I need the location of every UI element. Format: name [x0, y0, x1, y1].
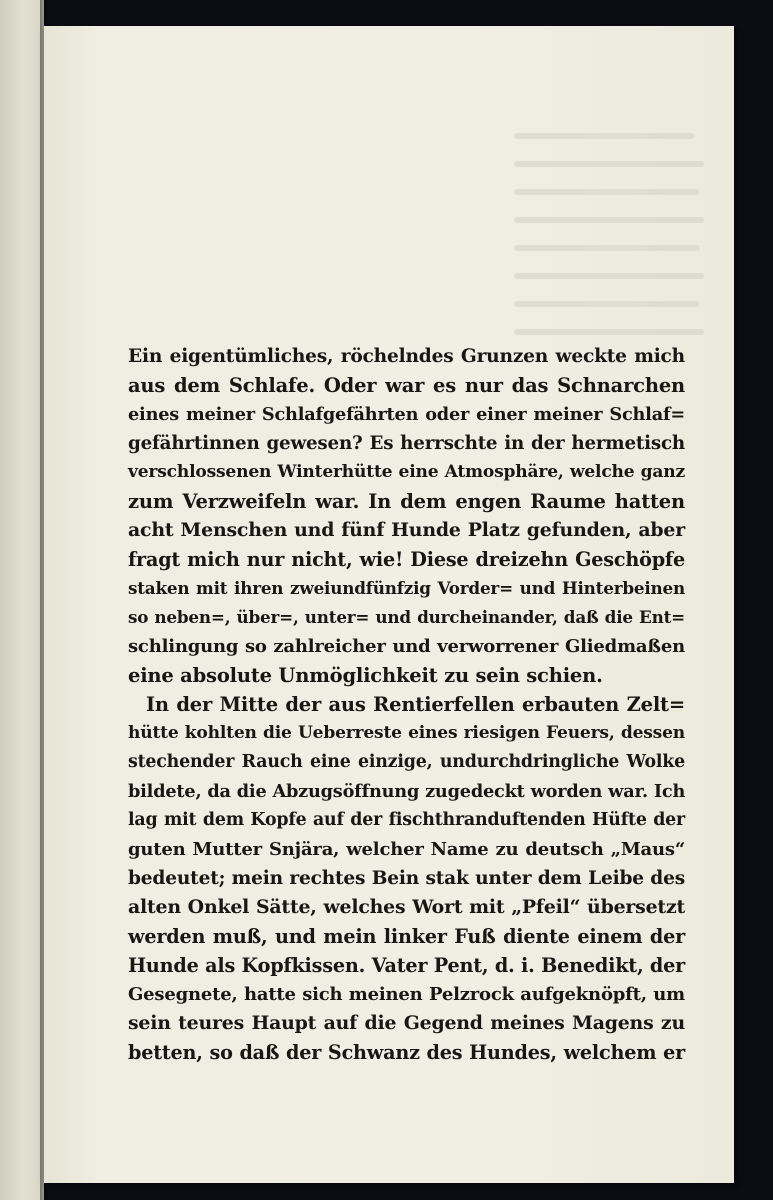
text-line: staken mit ihren zweiundfünfzig Vorder= und Hinterbeinen [128, 578, 685, 598]
text-line: eine absolute Unmöglichkeit zu sein schien. [128, 664, 603, 687]
text-line: so neben=, über=, unter= und durcheinander, daß die Ent= [128, 607, 685, 627]
text-line: aus dem Schlafe. Oder war es nur das Schnarchen [128, 374, 685, 397]
text-line: betten, so daß der Schwanz des Hundes, welchem er [128, 1041, 685, 1064]
text-line: gefährtinnen gewesen? Es herrschte in der hermetisch [128, 433, 685, 454]
text-line: sein teures Haupt auf die Gegend meines Magens zu [128, 1012, 685, 1034]
body-text [128, 342, 685, 1067]
text-line: lag mit dem Kopfe auf der fischthranduftenden Hüfte der [128, 810, 685, 830]
text-line: verschlossenen Winterhütte eine Atmosphäre, welche ganz [128, 462, 685, 482]
text-line: Ein eigentümliches, röchelndes Grunzen weckte mich [128, 346, 685, 367]
text-line: guten Mutter Snjära, welcher Name zu deutsch „Maus“ [128, 839, 685, 860]
text-line: acht Menschen und fünf Hunde Platz gefunden, aber [128, 519, 685, 541]
text-line: bedeutet; mein rechtes Bein stak unter dem Leibe des [128, 868, 685, 889]
text-line: hütte kohlten die Ueberreste eines riesigen Feuers, dessen [128, 723, 685, 743]
text-line: Hunde als Kopfkissen. Vater Pent, d. i. Benedikt, der [128, 954, 686, 977]
text-line: eines meiner Schlafgefährten oder einer meiner Schlaf= [128, 404, 685, 425]
text-line: werden muß, und mein linker Fuß diente einem der [128, 925, 685, 948]
text-line: fragt mich nur nicht, wie! Diese dreizehn Geschöpfe [128, 548, 685, 571]
text-line: bildete, da die Abzugsöffnung zugedeckt worden war. Ich [128, 781, 686, 802]
text-line: schlingung so zahlreicher und verworrener Gliedmaßen [128, 636, 685, 657]
text-line: alten Onkel Sätte, welches Wort mit „Pfeil“ übersetzt [128, 896, 685, 918]
text-line: zum Verzweifeln war. In dem engen Raume hatten [128, 490, 685, 513]
paragraph-2 [128, 690, 685, 1067]
paragraph-1 [128, 342, 685, 690]
text-line: stechender Rauch eine einzige, undurchdringliche Wolke [128, 752, 685, 772]
text-line: Gesegnete, hatte sich meinen Pelzrock aufgeknöpft, um [128, 984, 685, 1005]
previous-page-edge [0, 0, 44, 1200]
text-line: In der Mitte der aus Rentierfellen erbauten Zelt= [146, 693, 685, 716]
book-page [44, 26, 734, 1183]
